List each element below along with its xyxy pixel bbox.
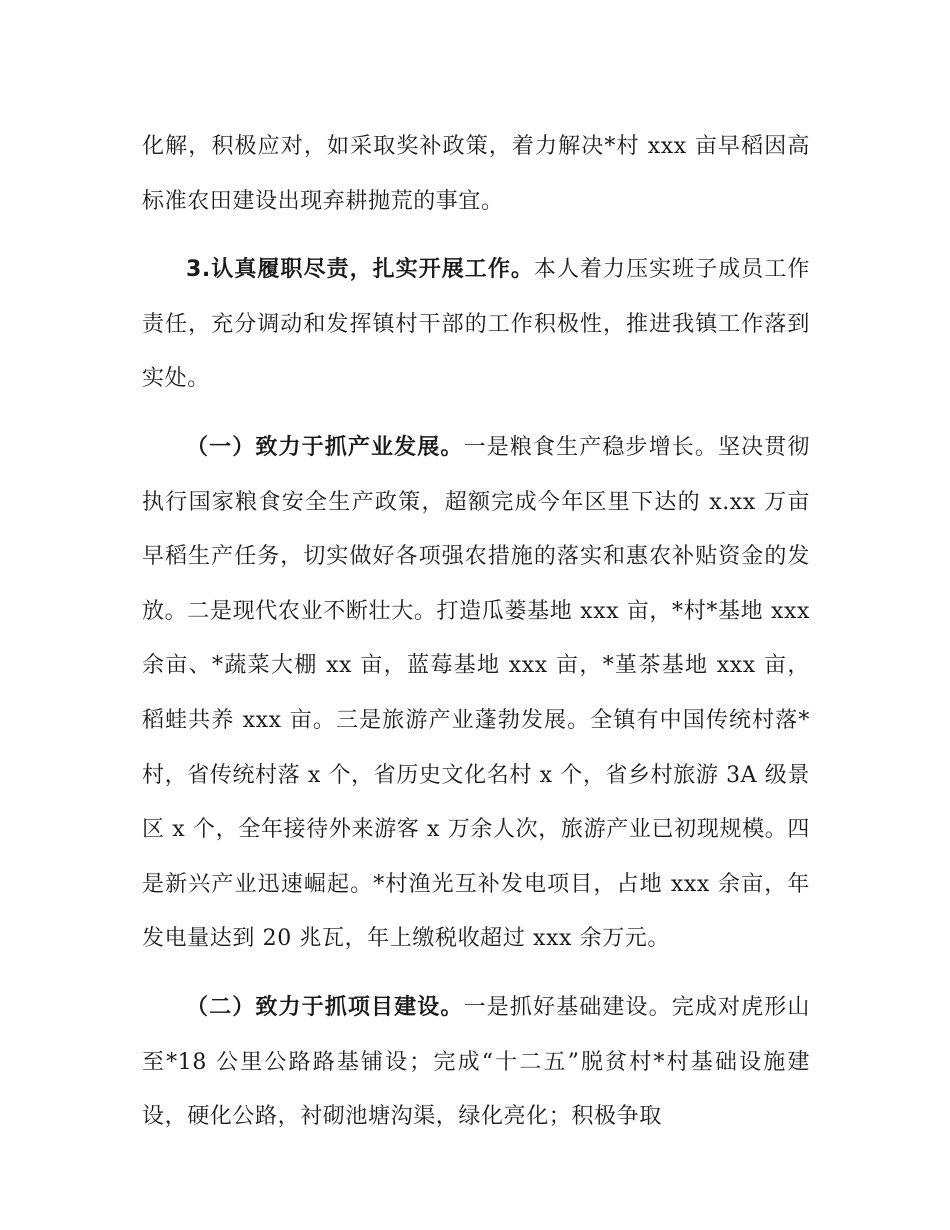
paragraph-continuation [142,120,810,229]
paragraph-heading: （一）致力于抓产业发展。 [186,434,464,460]
paragraph-project-construction [142,981,810,1145]
paragraph-text: 一是抓好基础建设。完成对虎形山至*18 公里公路路基铺设；完成“十二五”脱贫村*村基础设施建设，硬化公路，衬砌池塘沟渠，绿化亮化；积极争取 [142,994,810,1130]
paragraph-duty-fulfillment [142,243,810,407]
paragraph-text: 本人着力压实班子成员工作责任，充分调动和发挥镇村干部的工作积极性，推进我镇工作落到实处。 [142,257,810,392]
paragraph-heading: （二）致力于抓项目建设。 [186,994,464,1020]
document-body [142,120,810,1145]
paragraph-text: 一是粮食生产稳步增长。坚决贯彻执行国家粮食安全生产政策，超额完成今年区里下达的 x.xx 万亩早稻生产任务，切实做好各项强农措施的落实和惠农补贴资金的发放。二是现代农业不断壮大。打造瓜蒌基地 xxx 亩，*村*基地 xxx 余亩、*蔬菜大棚 xx 亩，蓝莓基地 xxx 亩，*堇茶基地 xxx 亩，稻蛙共养 xxx 亩。三是旅游产业蓬勃发展。全镇有中国传统村落*村，省传统村落 x 个，省历史文化名村 x 个，省乡村旅游 3A 级景区 x 个，全年接待外来游客 x 万余人次，旅游产业已初现规模。四是新兴产业迅速崛起。*村渔光互补发电项目，占地 xxx 余亩，年发电量达到 20 兆瓦，年上缴税收超过 xxx 余万元。 [142,434,810,952]
paragraph-industry-development [142,421,810,967]
paragraph-text: 化解，积极应对，如采取奖补政策，着力解决*村 xxx 亩早稻因高标准农田建设出现弃耕抛荒的事宜。 [142,134,810,214]
paragraph-heading: 3.认真履职尽责，扎实开展工作。 [186,257,534,283]
